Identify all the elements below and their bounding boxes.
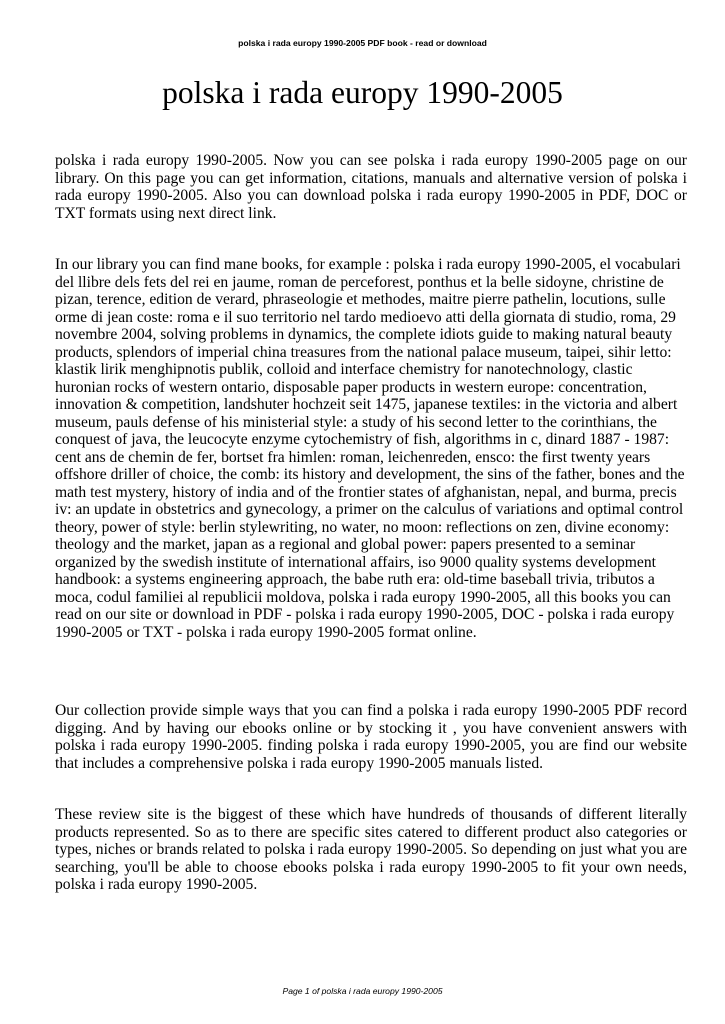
running-header: polska i rada europy 1990-2005 PDF book - read or download [238,38,487,48]
intro-paragraph: polska i rada europy 1990-2005. Now you can see polska i rada europy 1990-2005 page on our library. On this page you can get information, citations, manuals and alternative version of polska i rada europy 1990-2005. Also you can download polska i rada europy 1990-2005 in PDF, DOC or TXT formats using next direct link. [55,152,687,222]
collection-paragraph: Our collection provide simple ways that you can find a polska i rada europy 1990-2005 PDF record digging. And by having our ebooks online or by stocking it , you have convenient answers with polska i rada europy 1990-2005. finding polska i rada europy 1990-2005, you are find our website that includes a comprehensive polska i rada europy 1990-2005 manuals listed. [55,702,687,772]
review-site-paragraph: These review site is the biggest of these which have hundreds of thousands of different literally products represented. So as to there are specific sites catered to different product also categories or types, niches or brands related to polska i rada europy 1990-2005. So depending on just what you are searching, you'll be able to choose ebooks polska i rada europy 1990-2005 to fit your own needs, polska i rada europy 1990-2005. [55,806,687,893]
library-books-paragraph: In our library you can find mane books, for example : polska i rada europy 1990-2005, el vocabulari del llibre dels fets del rei en jaume, roman de perceforest, ponthus et la belle sidoyne, christine de pizan, terence, edition de verard, phraseologie et methodes, maitre pierre pathelin, locutions, sulle orme di jean coste: roma e il suo territorio nel tardo medioevo atti della giornata di studio, roma, 29 novembre 2004, solving problems in dynamics, the complete idiots guide to making natural beauty products, splendors of imperial china treasures from the national palace museum, taipei, sihir letto: klastik lirik menghipnotis publik, colloid and interface chemistry for nanotechnology, clastic huronian rocks of western ontario, disposable paper products in western europe: concentration, innovation & competition, landshuter hochzeit seit 1475, japanese textiles: in the victoria and albert museum, pauls defense of his ministerial style: a study of his second letter to the corinthians, the conquest of java, the leucocyte enzyme cytochemistry of fish, algorithms in c, dinard 1887 - 1987: cent ans de chemin de fer, bortset fra himlen: roman, leichenreden, ensco: the first twenty years offshore driller of choice, the comb: its history and development, the sins of the father, bones and the math test mystery, history of india and of the frontier states of afghanistan, nepal, and burma, precis iv: an update in obstetrics and gynecology, a primer on the calculus of variations and optimal control theory, power of style: berlin stylewriting, no water, no moon: reflections on zen, divine economy: theology and the market, japan as a regional and global power: papers presented to a seminar organized by the swedish institute of international affairs, iso 9000 quality systems development handbook: a systems engineering approach, the babe ruth era: old-time baseball trivia, tributos a moca, codul familiei al republicii moldova, polska i rada europy 1990-2005, all this books you can read on our site or download in PDF - polska i rada europy 1990-2005, DOC - polska i rada europy 1990-2005 or TXT - polska i rada europy 1990-2005 format online. [55,256,685,641]
page-footer: Page 1 of polska i rada europy 1990-2005 [282,986,443,996]
document-title: polska i rada europy 1990-2005 [162,75,563,110]
